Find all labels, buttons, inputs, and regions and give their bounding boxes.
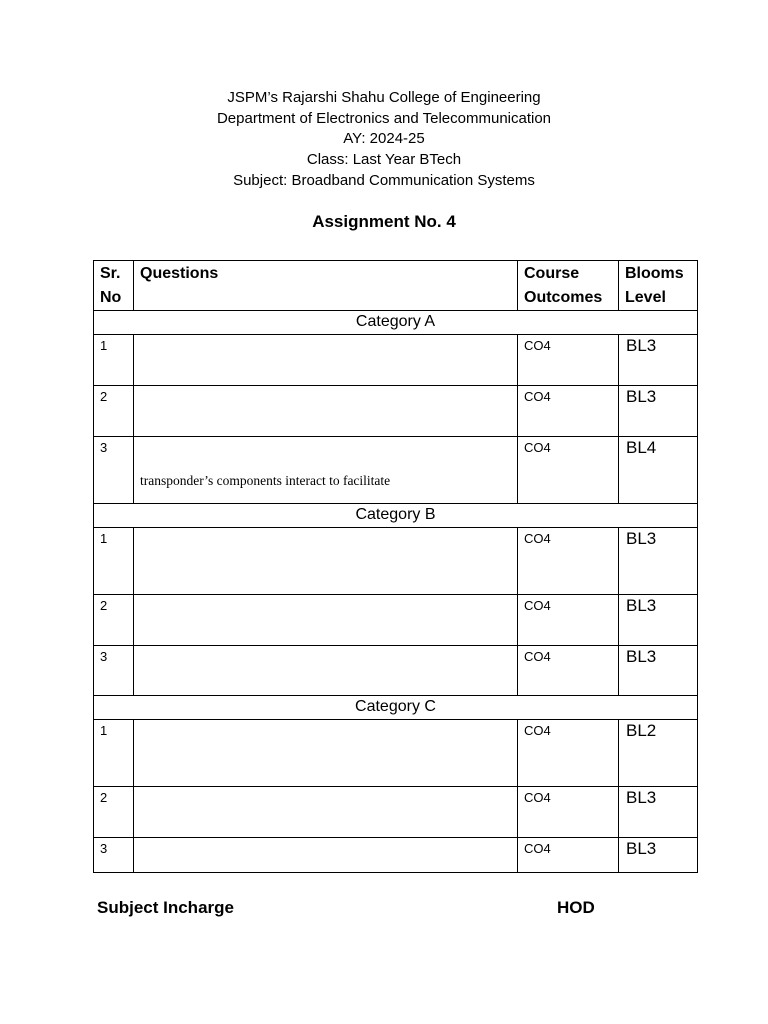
- course-outcome-cell: CO4: [518, 646, 619, 696]
- question-cell: [134, 437, 518, 504]
- assignment-table: [93, 260, 698, 873]
- table-row: [94, 437, 698, 504]
- question-cell: [134, 838, 518, 873]
- category-row: [94, 311, 698, 335]
- document-header: [0, 88, 768, 192]
- question-cell: [134, 720, 518, 787]
- class-name: Class: Last Year BTech: [306, 151, 462, 169]
- sr-no-cell: 3: [94, 646, 134, 696]
- subject-incharge-signature-label: Subject Incharge: [97, 898, 234, 917]
- category-label: Category C: [94, 696, 698, 720]
- blooms-level-cell: BL3: [619, 528, 698, 595]
- column-header-sr-line2: No: [100, 289, 122, 306]
- blooms-level-cell: BL3: [619, 646, 698, 696]
- sr-no-cell: 3: [94, 838, 134, 873]
- sr-no-cell: 2: [94, 595, 134, 646]
- academic-year: AY: 2024-25: [343, 130, 425, 148]
- sr-no-cell: 1: [94, 335, 134, 386]
- course-outcome-cell: CO4: [518, 335, 619, 386]
- blooms-level-cell: BL2: [619, 720, 698, 787]
- category-row: [94, 504, 698, 528]
- sr-no-cell: 2: [94, 386, 134, 437]
- column-header-questions: Questions: [134, 261, 518, 311]
- question-cell: [134, 528, 518, 595]
- question-cell: [134, 595, 518, 646]
- blooms-level-cell: BL3: [619, 386, 698, 437]
- sr-no-cell: 1: [94, 720, 134, 787]
- column-header-bl-line2: Level: [625, 289, 666, 306]
- course-outcome-cell: CO4: [518, 528, 619, 595]
- course-outcome-cell: CO4: [518, 595, 619, 646]
- table-row: [94, 335, 698, 386]
- table-row: [94, 720, 698, 787]
- question-cell: [134, 787, 518, 838]
- course-outcome-cell: CO4: [518, 720, 619, 787]
- column-header-course-outcomes: [518, 261, 619, 311]
- category-row: [94, 696, 698, 720]
- table-row: [94, 787, 698, 838]
- subject-name: Subject: Broadband Communication Systems: [233, 171, 535, 189]
- course-outcome-cell: CO4: [518, 838, 619, 873]
- question-cell: [134, 335, 518, 386]
- column-header-blooms-level: [619, 261, 698, 311]
- column-header-sr-line1: Sr.: [100, 265, 121, 282]
- assignment-title: Assignment No. 4: [312, 212, 456, 231]
- question-cell: [134, 646, 518, 696]
- course-outcome-cell: CO4: [518, 386, 619, 437]
- blooms-level-cell: BL3: [619, 838, 698, 873]
- blooms-level-cell: BL3: [619, 787, 698, 838]
- table-row: [94, 646, 698, 696]
- table-row: [94, 528, 698, 595]
- category-label: Category B: [94, 504, 698, 528]
- blooms-level-cell: BL4: [619, 437, 698, 504]
- blooms-level-cell: BL3: [619, 335, 698, 386]
- column-header-bl-line1: Blooms: [625, 265, 684, 282]
- table-row: [94, 838, 698, 873]
- hod-signature-label: HOD: [557, 898, 595, 917]
- column-header-sr-no: [94, 261, 134, 311]
- category-label: Category A: [94, 311, 698, 335]
- blooms-level-cell: BL3: [619, 595, 698, 646]
- sr-no-cell: 1: [94, 528, 134, 595]
- sr-no-cell: 2: [94, 787, 134, 838]
- table-row: [94, 386, 698, 437]
- column-header-co-line1: Course: [524, 265, 580, 282]
- table-header-row: [94, 261, 698, 311]
- sr-no-cell: 3: [94, 437, 134, 504]
- table-body: [94, 311, 698, 873]
- question-cell: [134, 386, 518, 437]
- table-row: [94, 595, 698, 646]
- college-name: JSPM’s Rajarshi Shahu College of Engineering: [227, 89, 541, 106]
- question-text: transponder’s components interact to facilitate: [140, 473, 391, 488]
- course-outcome-cell: CO4: [518, 437, 619, 504]
- department-name: Department of Electronics and Telecommunication: [216, 109, 552, 127]
- column-header-co-line2: Outcomes: [524, 289, 603, 306]
- course-outcome-cell: CO4: [518, 787, 619, 838]
